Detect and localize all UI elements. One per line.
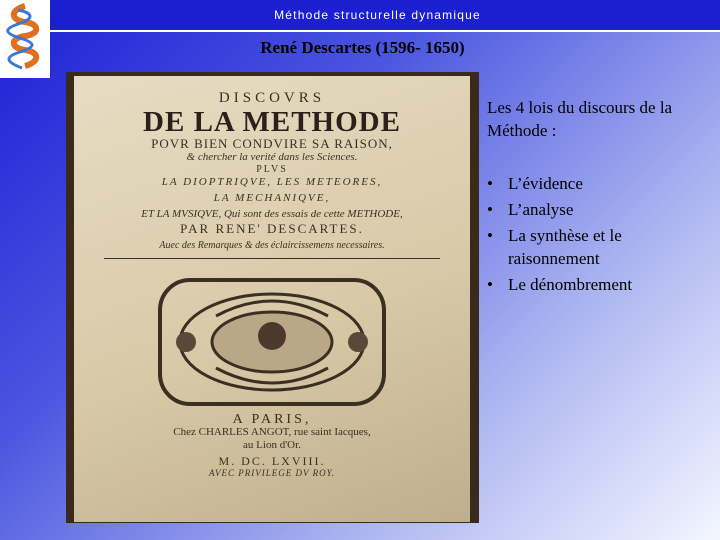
- bullet-icon: •: [487, 174, 493, 193]
- list-item-label: L’analyse: [508, 200, 574, 219]
- laws-intro: Les 4 lois du discours de la Méthode :: [487, 98, 673, 140]
- bullet-icon: •: [487, 200, 493, 219]
- book-line: Chez CHARLES ANGOT, rue saint Iacques,: [173, 426, 371, 438]
- book-line: POVR BIEN CONDVIRE SA RAISON,: [151, 136, 393, 151]
- book-title: DE LA METHODE: [143, 106, 401, 138]
- slide-subtitle: René Descartes (1596- 1650): [260, 38, 465, 57]
- book-line: ET LA MVSIQVE, Qui sont des essais de cette METHODE,: [141, 208, 403, 220]
- book-line: au Lion d'Or.: [243, 439, 301, 451]
- book-line: DISCOVRS: [218, 90, 326, 106]
- book-line: M. DC. LXVIII.: [218, 454, 326, 468]
- book-line: LA DIOPTRIQVE, LES METEORES,: [161, 176, 383, 188]
- list-item-label: La synthèse et le raisonnement: [508, 226, 622, 268]
- book-page: [74, 76, 470, 522]
- book-ornament-icon: [156, 276, 388, 408]
- laws-text-block: [487, 96, 707, 299]
- book-author: PAR RENE' DESCARTES.: [180, 221, 364, 236]
- header-divider: [50, 30, 720, 32]
- list-item-label: Le dénombrement: [508, 275, 633, 294]
- list-item: [487, 172, 707, 195]
- book-line: PLVS: [256, 164, 288, 175]
- list-item: [487, 224, 707, 270]
- laws-list: [487, 172, 707, 296]
- book-line: AVEC PRIVILEGE DV ROY.: [208, 468, 336, 478]
- list-item-label: L’évidence: [508, 174, 583, 193]
- list-item: [487, 198, 707, 221]
- book-rule: [104, 258, 440, 259]
- list-item: [487, 273, 707, 296]
- book-line: & chercher la verité dans les Sciences.: [186, 151, 358, 163]
- book-line: Auec des Remarques & des éclaircissemens necessaires.: [159, 240, 385, 251]
- book-line: A PARIS,: [232, 412, 312, 427]
- book-title-page-image: [66, 72, 479, 523]
- book-line: LA MECHANIQVE,: [213, 192, 331, 204]
- header-title: Méthode structurelle dynamique: [274, 8, 481, 22]
- bullet-icon: •: [487, 275, 493, 294]
- bullet-icon: •: [487, 226, 493, 245]
